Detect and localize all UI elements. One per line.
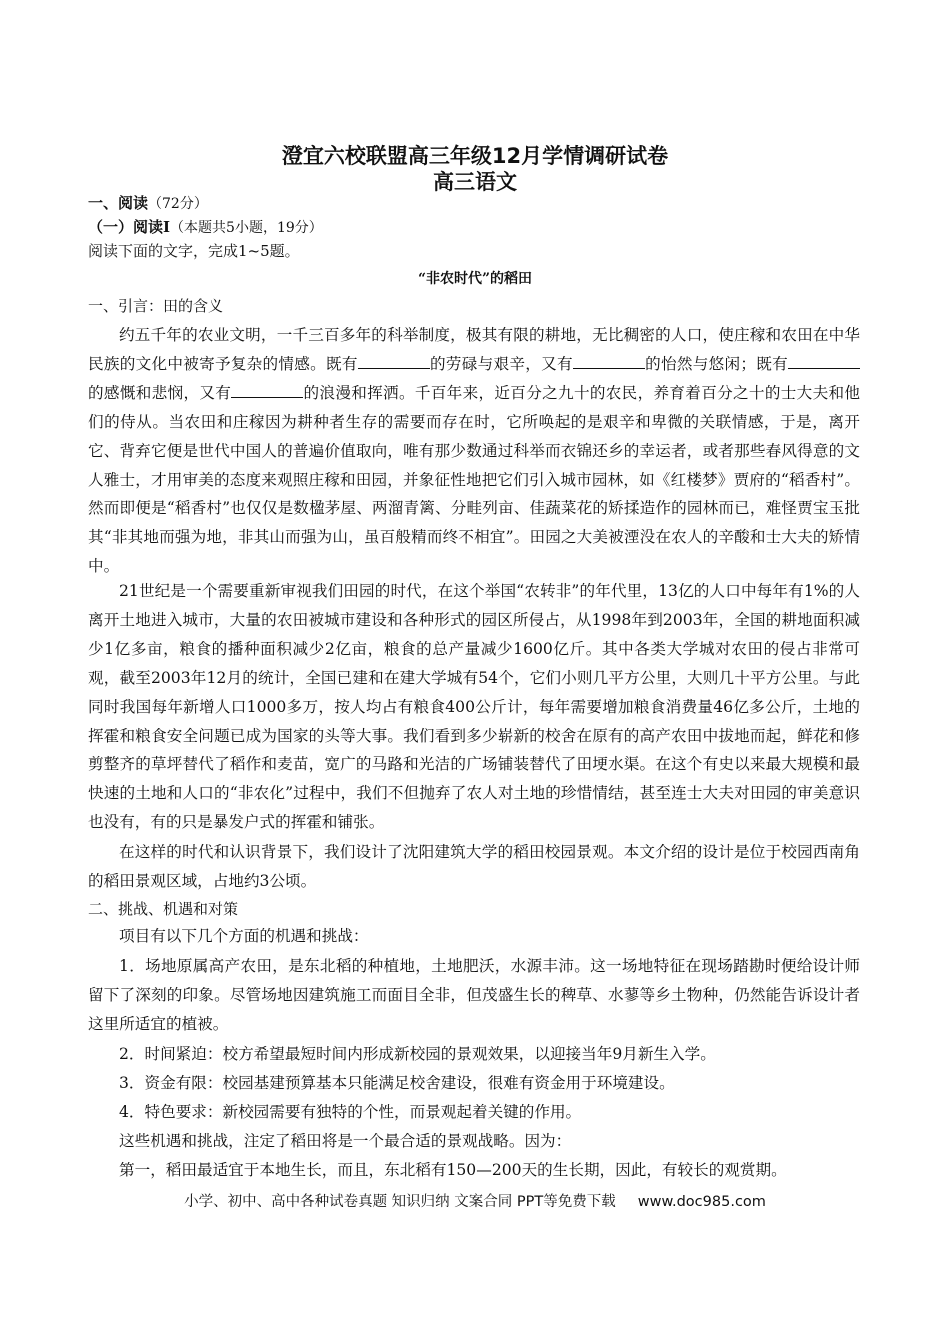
paragraph-1: 约五千年的农业文明，一千三百多年的科举制度，极其有限的耕地，无比稠密的人口，使庄稼和农田在中华民族的文化中被寄予复杂的情感。既有 的劳碌与艰辛，又有 的怡然与悠闲；既有的感慨和悲悯，又有 的浪漫和挥洒。千百年来，近百分之九十的农民，养育着百分之十的士大夫和他们的侍从。当农田和庄稼因为耕种者生存的需要而存在时，它所唤起的是艰辛和卑微的关联情感，于是，离开它、背弃它便是世代中国人的普遍价值取向，唯有那少数通过科举而衣锦还乡的幸运者，或者那些春风得意的文人雅士，才用审美的态度来观照庄稼和田园，并象征性地把它们引入城市园林，如《红楼梦》贾府的“稻香村”。然而即便是“稻香村”也仅仅是数楹茅屋、两溜青篱、分畦列亩、佳蔬菜花的矫揉造作的园林而已，难怪贾宝玉批其“非其地而强为地，非其山而强为山，虽百般精而终不相宜”。田园之大美被湮没在农人的辛酸和士大夫的矫情中。 [88, 326, 860, 576]
fill-blank[interactable] [231, 382, 303, 398]
section-label: 一、阅读 [88, 194, 149, 212]
part-note: （本题共5小题，19分） [170, 220, 323, 236]
list-item-2: 2．时间紧迫：校方希望最短时间内形成新校园的景观效果，以迎接当年9月新生入学。 [119, 1045, 716, 1063]
list-item-3: 3．资金有限：校园基建预算基本只能满足校舍建设，很难有资金用于环境建设。 [119, 1074, 675, 1092]
footer-link[interactable]: www.doc985.com [637, 1194, 766, 1210]
list-item-4: 4．特色要求：新校园需要有独特的个性，而景观起着关键的作用。 [119, 1103, 582, 1121]
fill-blank[interactable] [358, 353, 430, 369]
part-heading [88, 216, 323, 237]
exam-subject: 高三语文 [433, 170, 517, 194]
part-label: （一）阅读Ⅰ [88, 218, 171, 236]
list-item-1: 1．场地原属高产农田，是东北稻的种植地，土地肥沃，水源丰沛。这一场地特征在现场踏勘时便给设计师留下了深刻的印象。尽管场地因建筑施工而面目全非，但茂盛生长的稗草、水蓼等乡土物种，仍然能告诉设计者这里所适宜的植被。 [88, 957, 860, 1033]
exam-title: 澄宜六校联盟高三年级12月学情调研试卷 [281, 144, 669, 168]
section-heading [88, 192, 208, 213]
intro-heading: 一、引言：田的含义 [88, 297, 224, 315]
section2-heading: 二、挑战、机遇和对策 [88, 900, 239, 918]
paragraph-5: 这些机遇和挑战，注定了稻田将是一个最合适的景观战略。因为： [119, 1132, 572, 1150]
paragraph-4: 项目有以下几个方面的机遇和挑战： [119, 927, 369, 945]
instruction: 阅读下面的文字，完成1~5题。 [88, 242, 300, 260]
paragraph-2: 21世纪是一个需要重新审视我们田园的时代，在这个举国“农转非”的年代里，13亿的人口中每年有1%的人离开土地进入城市，大量的农田被城市建设和各种形式的园区所侵占，从1998年到2003年，全国的耕地面积减少1亿多亩，粮食的播种面积减少2亿亩，粮食的总产量减少1600亿斤。其中各类大学城对农田的侵占非常可观，截至2003年12月的统计，全国已建和在建大学城有54个，它们小则几平方公里，大则几十平方公里。与此同时我国每年新增人口1000多万，按人均占有粮食400公斤计，每年需要增加粮食消费量46亿多公斤，土地的挥霍和粮食安全问题已成为国家的头等大事。我们看到多少崭新的校舍在原有的高产农田中拔地而起，鲜花和修剪整齐的草坪替代了稻作和麦苗，宽广的马路和光洁的广场铺装替代了田埂水渠。在这个有史以来最大规模和最快速的土地和人口的“非农化”过程中，我们不但抛弃了农人对土地的珍惜情结，甚至连士大夫对田园的审美意识也没有，有的只是暴发户式的挥霍和铺张。 [88, 582, 860, 832]
page-footer [0, 1190, 950, 1211]
footer-text: 小学、初中、高中各种试卷真题 知识归纳 文案合同 PPT等免费下载 [184, 1194, 616, 1210]
fill-blank[interactable] [573, 353, 645, 369]
paragraph-6: 第一，稻田最适宜于本地生长，而且，东北稻有150—200天的生长期，因此，有较长的观赏期。 [119, 1161, 787, 1179]
section-score: （72分） [148, 196, 208, 212]
paragraph-3: 在这样的时代和认识背景下，我们设计了沈阳建筑大学的稻田校园景观。本文介绍的设计是位于校园西南角的稻田景观区域，占地约3公顷。 [88, 843, 860, 890]
article-title: “非农时代”的稻田 [417, 271, 533, 287]
fill-blank[interactable] [788, 353, 860, 369]
